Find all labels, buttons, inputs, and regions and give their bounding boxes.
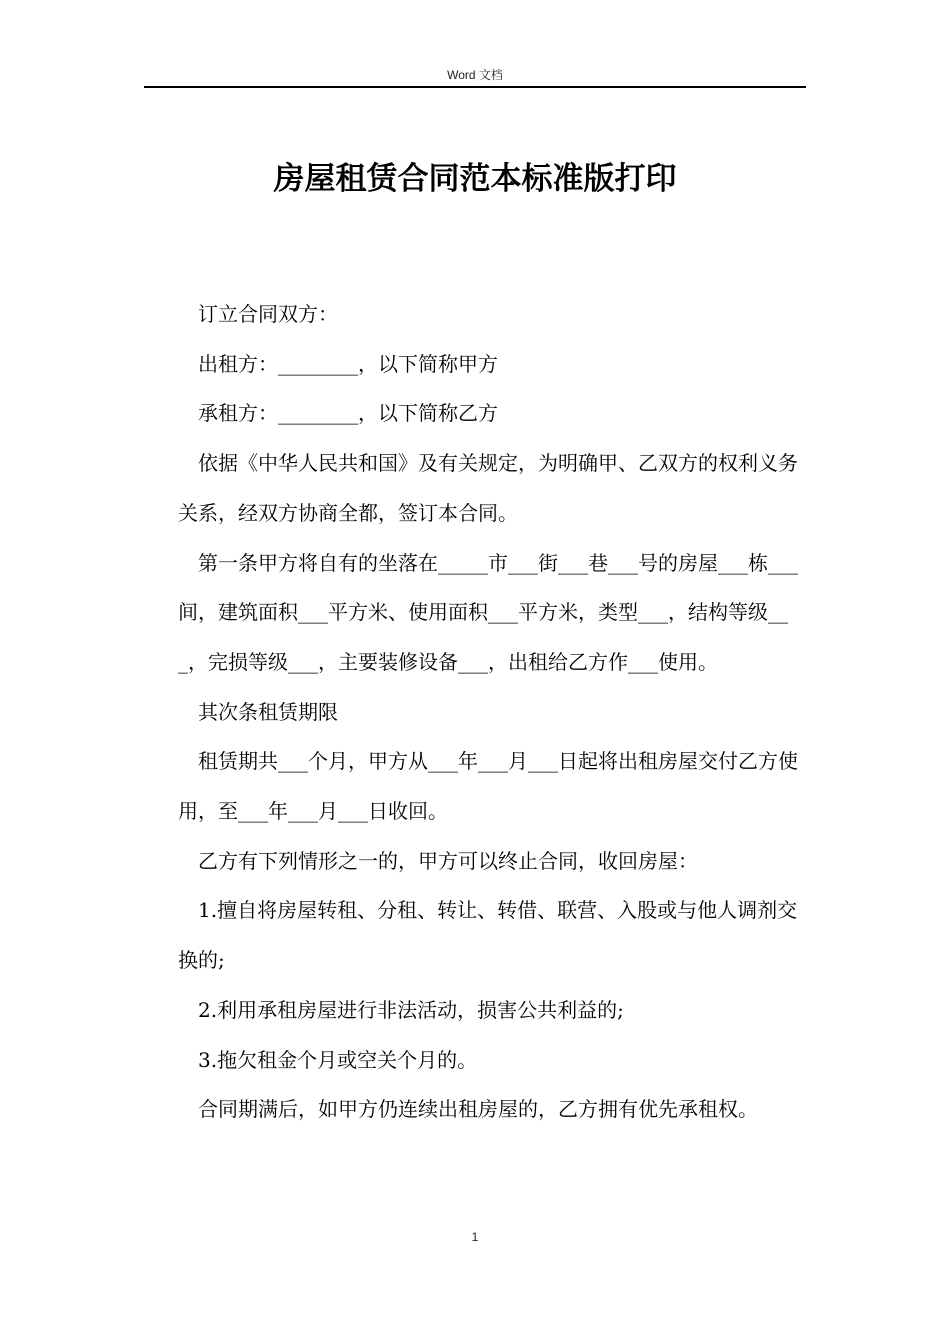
paragraph-lessee: 承租方：________，以下简称乙方 [198, 401, 498, 426]
paragraph-legal-basis: 依据《中华人民共和国》及有关规定，为明确甲、乙双方的权利义务关系，经双方协商全都，签订本合同。 [178, 451, 798, 525]
document-body [178, 290, 810, 1135]
page-number: 1 [471, 1230, 479, 1244]
list-item-condition-2: 2.利用承租房屋进行非法活动，损害公共利益的; [198, 997, 624, 1022]
list-item-condition-3: 3.拖欠租金个月或空关个月的。 [198, 1047, 478, 1072]
paragraph-lessor: 出租方：________，以下简称甲方 [198, 351, 498, 376]
paragraph-renewal-priority: 合同期满后，如甲方仍连续出租房屋的，乙方拥有优先承租权。 [198, 1097, 758, 1122]
paragraph-article-2-heading: 其次条租赁期限 [198, 699, 338, 724]
header-divider [144, 86, 806, 88]
paragraph-parties-intro: 订立合同双方： [198, 302, 338, 326]
page-header-text: Word 文档 [447, 68, 503, 82]
paragraph-lease-term: 租赁期共___个月，甲方从___年___月___日起将出租房屋交付乙方使用，至___年___月___日收回。 [178, 749, 798, 824]
paragraph-termination-conditions: 乙方有下列情形之一的，甲方可以终止合同，收回房屋： [198, 848, 698, 873]
paragraph-article-1: 第一条甲方将自有的坐落在_____市___街___巷___号的房屋___栋___间，建筑面积___平方米、使用面积___平方米，类型___，结构等级___，完损等级___，主要装修设备___，出租给乙方作___使用。 [178, 550, 798, 674]
document-title: 房屋租赁合同范本标准版打印 [273, 161, 677, 197]
list-item-condition-1: 1.擅自将房屋转租、分租、转让、转借、联营、入股或与他人调剂交换的; [178, 898, 798, 973]
